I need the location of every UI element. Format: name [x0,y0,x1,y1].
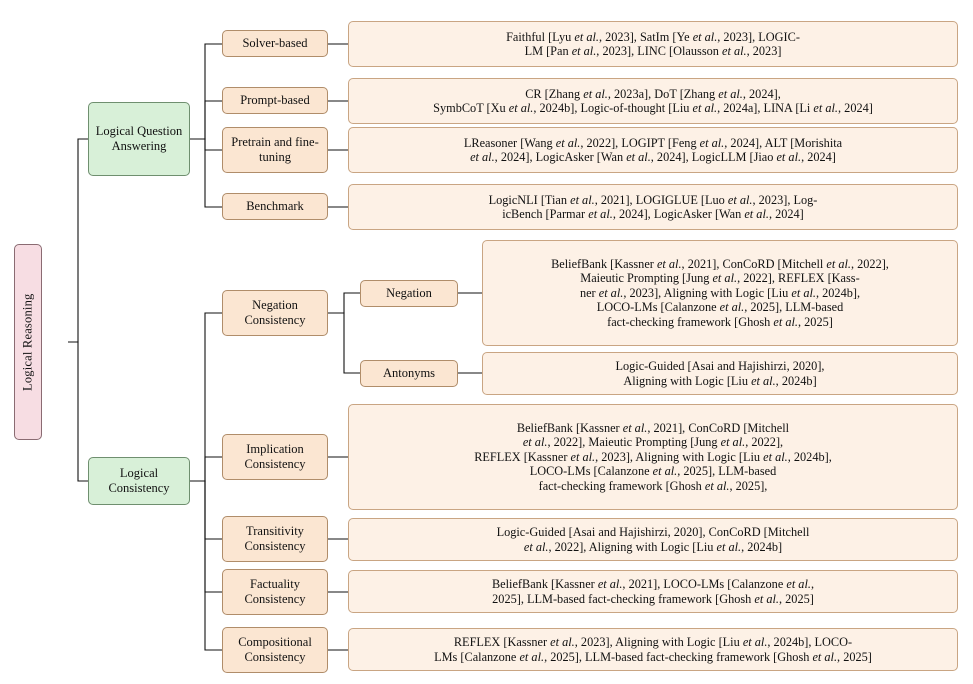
category-prompt-based[interactable]: Prompt-based [222,87,328,114]
leaf-line: et al., 2022], Maieutic Prompting [Jung et al., 2022], [522,435,784,450]
leaf-line: et al., 2024], LogicAsker [Wan et al., 2024], LogicLLM [Jiao et al., 2024] [470,150,836,164]
branch-logical-question-answering[interactable]: Logical Question Answering [88,102,190,176]
leaf-line: LMs [Calanzone et al., 2025], LLM-based fact-checking framework [Ghosh et al., 2025] [434,649,872,664]
leaf-solver-based[interactable] [348,21,958,67]
leaf-line: Logic-Guided [Asai and Hajishirzi, 2020], [615,359,825,373]
leaf-line: Aligning with Logic [Liu et al., 2024b] [623,373,817,388]
category-solver-based[interactable]: Solver-based [222,30,328,57]
category-factuality-consistency[interactable]: Factuality Consistency [222,569,328,615]
leaf-benchmark[interactable] [348,184,958,230]
leaf-line: BeliefBank [Kassner et al., 2021], ConCoRD [Mitchell et al., 2022], [551,256,889,271]
leaf-line: fact-checking framework [Ghosh et al., 2025] [607,314,833,329]
category-pretrain-and-fine-tuning[interactable]: Pretrain and fine-tuning [222,127,328,173]
leaf-line: LReasoner [Wang et al., 2022], LOGIPT [Feng et al., 2024], ALT [Morishita [463,135,843,150]
leaf-factuality-consistency[interactable] [348,570,958,613]
leaf-line: fact-checking framework [Ghosh et al., 2025], [538,478,768,493]
leaf-line: REFLEX [Kassner et al., 2023], Aligning with Logic [Liu et al., 2024b], [474,449,832,464]
category-benchmark[interactable]: Benchmark [222,193,328,220]
leaf-transitivity-consistency[interactable] [348,518,958,561]
leaf-prompt-based[interactable] [348,78,958,124]
leaf-line: ner et al., 2023], Aligning with Logic [Liu et al., 2024b], [579,285,861,300]
category-negation-consistency[interactable]: Negation Consistency [222,290,328,336]
category-implication-consistency[interactable]: Implication Consistency [222,434,328,480]
leaf-line: LOCO-LMs [Calanzone et al., 2025], LLM-based [529,464,777,479]
leaf-line: LOCO-LMs [Calanzone et al., 2025], LLM-based [596,300,844,315]
leaf-line: icBench [Parmar et al., 2024], LogicAsker [Wan et al., 2024] [502,207,804,221]
branch-logical-consistency[interactable]: Logical Consistency [88,457,190,505]
leaf-line: CR [Zhang et al., 2023a], DoT [Zhang et al., 2024], [525,86,781,101]
leaf-line: et al., 2022], Aligning with Logic [Liu et al., 2024b] [523,539,783,554]
leaf-negation[interactable] [482,240,958,346]
leaf-line: Maieutic Prompting [Jung et al., 2022], REFLEX [Kass- [580,271,860,286]
subcategory-antonyms[interactable]: Antonyms [360,360,458,387]
leaf-implication-consistency[interactable] [348,404,958,510]
leaf-line: REFLEX [Kassner et al., 2023], Aligning with Logic [Liu et al., 2024b], LOCO- [453,635,853,649]
root-node[interactable]: Logical Reasoning [14,244,42,440]
leaf-line: 2025], LLM-based fact-checking framework [Ghosh et al., 2025] [492,591,814,606]
leaf-pretrain-and-fine-tuning[interactable] [348,127,958,173]
leaf-line: Faithful [Lyu et al., 2023], SatIm [Ye et al., 2023], LOGIC- [506,29,800,44]
category-transitivity-consistency[interactable]: Transitivity Consistency [222,516,328,562]
leaf-line: Logic-Guided [Asai and Hajishirzi, 2020], ConCoRD [Mitchell [496,525,810,539]
leaf-line: SymbCoT [Xu et al., 2024b], Logic-of-thought [Liu et al., 2024a], LINA [Li et al., 2024] [433,101,873,115]
leaf-antonyms[interactable] [482,352,958,395]
leaf-line: LM [Pan et al., 2023], LINC [Olausson et al., 2023] [524,44,782,58]
subcategory-negation[interactable]: Negation [360,280,458,307]
leaf-compositional-consistency[interactable] [348,628,958,671]
category-compositional-consistency[interactable]: Compositional Consistency [222,627,328,673]
leaf-line: BeliefBank [Kassner et al., 2021], LOCO-LMs [Calanzone et al., [491,577,815,591]
leaf-line: BeliefBank [Kassner et al., 2021], ConCoRD [Mitchell [516,420,790,435]
leaf-line: LogicNLI [Tian et al., 2021], LOGIGLUE [Luo et al., 2023], Log- [488,192,818,207]
